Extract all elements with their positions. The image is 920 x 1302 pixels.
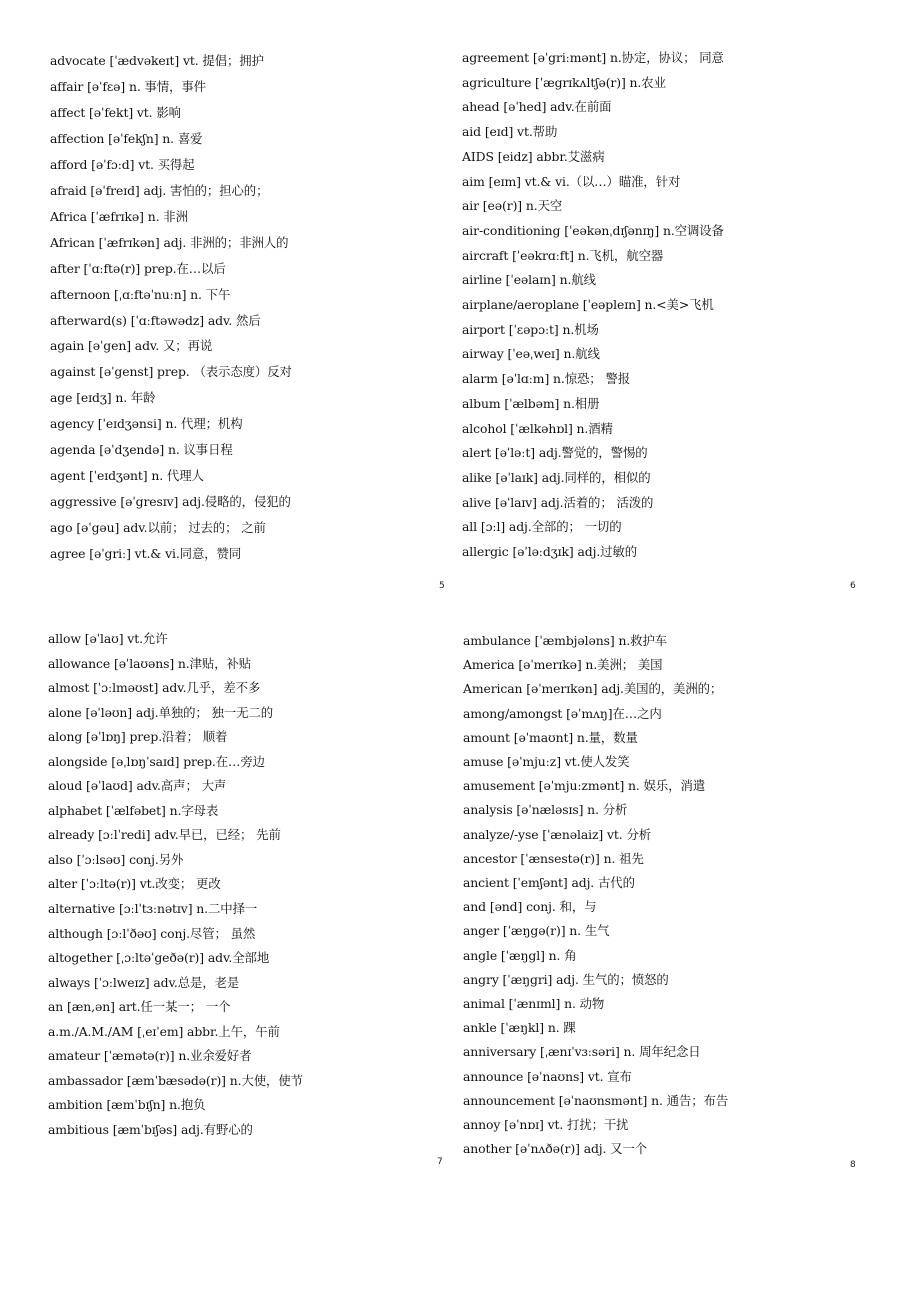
- vocab-entry: afterward(s) [ˈɑːftəwədz] adv. 然后: [50, 312, 261, 328]
- word-list-page-6: [462, 46, 882, 565]
- vocab-entry: after [ˈɑːftə(r)] prep.在…以后: [50, 260, 226, 276]
- vocab-entry: allergic [əˈləːdʒɪk] adj.过敏的: [462, 544, 638, 560]
- vocab-entry: amount [əˈmaʊnt] n.量，数量: [463, 729, 638, 745]
- vocab-entry: advocate [ˈædvəkeɪt] vt. 提倡；拥护: [50, 53, 264, 68]
- vocab-entry: analyze/-yse [ˈænəlaiz] vt. 分析: [463, 826, 652, 842]
- vocab-entry: animal [ˈænɪml] n. 动物: [463, 996, 605, 1012]
- vocab-entry: ancestor [ˈænsestə(r)] n. 祖先: [463, 850, 644, 866]
- vocab-entry: agreement [əˈgriːmənt] n.协定，协议； 同意: [462, 50, 724, 65]
- vocab-entry: an [æn,ən] art.任一某一； 一个: [48, 999, 231, 1015]
- vocab-entry: annoy [əˈnɒɪ] vt. 打扰；干扰: [463, 1117, 629, 1133]
- vocab-entry: alarm [əˈlɑːm] n.惊恐； 警报: [462, 371, 631, 387]
- vocab-entry: AIDS [eidz] abbr.艾滋病: [462, 148, 605, 164]
- page-8: [463, 629, 883, 1161]
- vocab-entry: aloud [əˈlaʊd] adv.高声； 大声: [48, 778, 227, 794]
- vocab-entry: announcement [əˈnaʊnsmənt] n. 通告；布告: [463, 1092, 729, 1108]
- page-number-6: 6: [850, 581, 856, 591]
- vocab-entry: afford [əˈfɔːd] vt. 买得起: [50, 156, 195, 172]
- vocab-entry: American [əˈmerɪkən] adj.美国的，美洲的；: [463, 681, 723, 697]
- vocab-entry: ancient [ˈemʃənt] adj. 古代的: [463, 875, 635, 891]
- vocab-entry: aggressive [əˈgresɪv] adj.侵略的，侵犯的: [50, 494, 291, 510]
- vocab-entry: angry [ˈæŋgri] adj. 生气的；愤怒的: [463, 971, 669, 987]
- vocab-entry: another [əˈnʌðə(r)] adj. 又一个: [463, 1141, 648, 1157]
- vocab-entry: ambulance [ˈæmbjələns] n.救护车: [463, 633, 668, 648]
- vocab-entry: affair [əˈfɛə] n. 事情，事件: [50, 78, 206, 94]
- page-7: [48, 627, 453, 1142]
- vocab-entry: African [ˈæfrɪkən] adj. 非洲的；非洲人的: [50, 234, 289, 250]
- vocab-entry: agent [ˈeɪdʒənt] n. 代理人: [50, 468, 204, 484]
- vocab-entry: all [ɔːl] adj.全部的； 一切的: [462, 519, 622, 535]
- vocab-entry: afternoon [ˌɑːftəˈnuːn] n. 下午: [50, 286, 231, 302]
- vocab-entry: aid [eɪd] vt.帮助: [462, 124, 558, 140]
- vocab-entry: alongside [əˌlɒŋˈsaɪd] prep.在…旁边: [48, 753, 265, 769]
- vocab-entry: allowance [əˈlaʊəns] n.津贴，补贴: [48, 655, 252, 671]
- vocab-entry: also [ˈɔːlsəʊ] conj.另外: [48, 851, 184, 867]
- vocab-entry: altogether [ˌɔːltəˈgeðə(r)] adv.全部地: [48, 950, 270, 966]
- vocab-entry: ahead [əˈhed] adv.在前面: [462, 99, 612, 115]
- vocab-entry: amusement [əˈmjuːzmənt] n. 娱乐，消遣: [463, 778, 706, 794]
- page-number-7: 7: [437, 1157, 443, 1167]
- vocab-entry: airway [ˈeəˌweɪ] n.航线: [462, 346, 600, 362]
- vocab-entry: alert [əˈləːt] adj.警觉的，警惕的: [462, 445, 648, 461]
- word-list-page-8: [463, 629, 883, 1161]
- vocab-entry: always [ˈɔːlweɪz] adv.总是，老是: [48, 974, 240, 990]
- vocab-entry: Africa [ˈæfrɪkə] n. 非洲: [50, 208, 188, 224]
- vocab-entry: album [ˈælbəm] n.相册: [462, 395, 600, 411]
- vocab-entry: although [ɔːlˈðəʊ] conj.尽管； 虽然: [48, 925, 256, 941]
- vocab-entry: airport [ˈɛəpɔːt] n.机场: [462, 321, 599, 337]
- vocab-entry: anniversary [ˌænɪˈvɜːsəri] n. 周年纪念日: [463, 1044, 701, 1060]
- word-list-page-7: [48, 627, 453, 1142]
- vocab-entry: allow [əˈlaʊ] vt.允许: [48, 631, 168, 646]
- vocab-entry: aircraft [ˈeəkrɑːft] n.飞机，航空器: [462, 247, 664, 263]
- vocab-entry: agree [əˈgriː] vt.& vi.同意，赞同: [50, 546, 242, 562]
- vocab-entry: ago [əˈgəu] adv.以前； 过去的； 之前: [50, 520, 266, 536]
- vocab-entry: agency [ˈeɪdʒənsi] n. 代理；机构: [50, 416, 243, 432]
- vocab-entry: alphabet [ˈælfəbet] n.字母表: [48, 802, 219, 818]
- vocab-entry: agriculture [ˈægrɪkʌltʃə(r)] n.农业: [462, 74, 666, 90]
- page-5: [50, 48, 455, 567]
- vocab-entry: afraid [əˈfreɪd] adj. 害怕的；担心的；: [50, 182, 269, 198]
- vocab-entry: agenda [əˈdʒendə] n. 议事日程: [50, 442, 233, 458]
- word-list-page-5: [50, 48, 455, 567]
- vocab-entry: already [ɔːlˈredi] adv.早已，已经； 先前: [48, 827, 281, 843]
- vocab-entry: alternative [ɔːlˈtɜːnətɪv] n.二中择一: [48, 901, 258, 917]
- vocab-entry: affect [əˈfekt] vt. 影响: [50, 104, 181, 120]
- vocab-entry: analysis [əˈnæləsɪs] n. 分析: [463, 802, 628, 818]
- vocab-entry: against [əˈgenst] prep. （表示态度）反对: [50, 364, 292, 380]
- vocab-entry: airline [ˈeəlaɪn] n.航线: [462, 272, 596, 288]
- vocab-entry: alter [ˈɔːltə(r)] vt.改变； 更改: [48, 876, 221, 892]
- page-6: [462, 46, 882, 565]
- vocab-entry: a.m./A.M./AM [ˌeɪˈem] abbr.上午，午前: [48, 1023, 280, 1039]
- vocab-entry: alike [əˈlaɪk] adj.同样的，相似的: [462, 469, 651, 485]
- vocab-entry: alive [əˈlaɪv] adj.活着的； 活泼的: [462, 494, 654, 510]
- vocab-entry: age [eɪdʒ] n. 年龄: [50, 390, 156, 406]
- vocab-entry: airplane/aeroplane [ˈeəpleɪn] n.<美>飞机: [462, 297, 714, 313]
- vocab-entry: angle [ˈæŋgl] n. 角: [463, 947, 577, 963]
- vocab-entry: anger [ˈæŋgə(r)] n. 生气: [463, 923, 610, 939]
- vocab-entry: announce [əˈnaʊns] vt. 宣布: [463, 1068, 632, 1084]
- vocab-entry: and [ənd] conj. 和，与: [463, 899, 597, 915]
- vocab-entry: amuse [əˈmjuːz] vt.使人发笑: [463, 754, 630, 770]
- vocab-entry: affection [əˈfekʃn] n. 喜爱: [50, 130, 203, 146]
- page-number-5: 5: [439, 581, 445, 591]
- vocab-entry: air [eə(r)] n.天空: [462, 198, 563, 214]
- page-number-8: 8: [850, 1160, 856, 1170]
- vocab-entry: among/amongst [əˈmʌŋ]在…之内: [463, 705, 662, 721]
- vocab-entry: alone [əˈləʊn] adj.单独的； 独一无二的: [48, 704, 274, 720]
- vocab-entry: almost [ˈɔːlməʊst] adv.几乎，差不多: [48, 680, 261, 696]
- vocab-entry: alcohol [ˈælkəhɒl] n.酒精: [462, 420, 613, 436]
- vocab-entry: ankle [ˈæŋkl] n. 踝: [463, 1020, 576, 1036]
- vocab-entry: along [əˈlɒŋ] prep.沿着； 顺着: [48, 729, 228, 745]
- vocab-entry: amateur [ˈæmətə(r)] n.业余爱好者: [48, 1048, 252, 1064]
- vocab-entry: ambitious [æmˈbɪʃəs] adj.有野心的: [48, 1121, 253, 1137]
- vocab-entry: again [əˈgen] adv. 又；再说: [50, 338, 213, 354]
- vocab-entry: America [əˈmerɪkə] n.美洲； 美国: [463, 657, 663, 673]
- vocab-entry: air-conditioning [ˈeəkənˌdɪʃənɪŋ] n.空调设备: [462, 222, 724, 238]
- vocab-entry: ambition [æmˈbɪʃn] n.抱负: [48, 1097, 206, 1113]
- vocab-entry: ambassador [æmˈbæsədə(r)] n.大使，使节: [48, 1072, 303, 1088]
- vocab-entry: aim [eɪm] vt.& vi.（以…）瞄准，针对: [462, 173, 681, 189]
